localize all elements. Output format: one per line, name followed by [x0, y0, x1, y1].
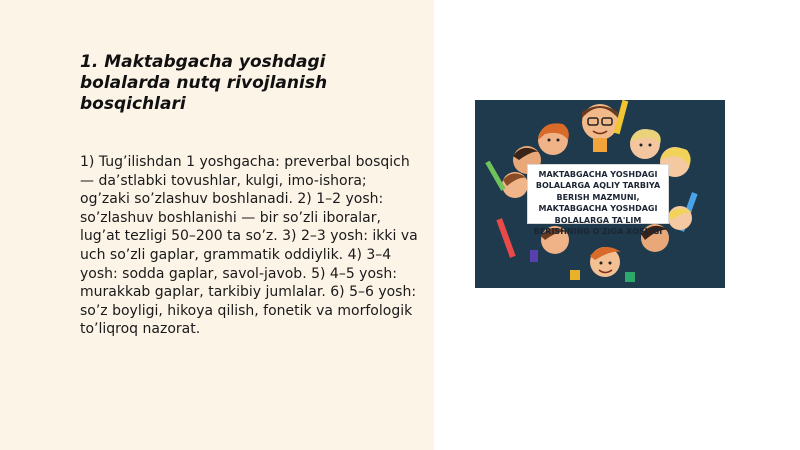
slide-title: 1. Maktabgacha yoshdagi bolalarda nutq rivojlanish bosqichlari: [80, 52, 328, 114]
slide-body-text: 1) Tug’ilishdan 1 yoshgacha: preverbal bosqich — da’stlabki tovushlar, kulgi, imo-ishora; og’zaki so’zlashuv boshlanadi. 2) 1–2 yosh: so’zlashuv boshlanishi — bir so’zli iboralar, lug’at tezligi 50–200 ta so’z. 3) 2–3 yosh: ikki va uch so’zli gaplar, grammatik oddiylik. 4) 3–4 yosh: sodda gaplar, savol-javob. 5) 4–5 yosh: murakkab gaplar, tarkibiy jumlalar. 6) 5–6 yosh: so’z boyligi, hikoya qilish, fonetik va morfologik to’liqroq nazorat.: [80, 154, 418, 338]
children-illustration: [475, 100, 725, 288]
image-caption: MAKTABGACHA YOSHDAGI BOLALARGA AQLIY TARBIYA BERISH MAZMUNI, MAKTABGACHA YOSHDAGI BOLALARGA TA'LIM BERISHNING O'ZIGA XOSLIGI: [527, 164, 669, 224]
